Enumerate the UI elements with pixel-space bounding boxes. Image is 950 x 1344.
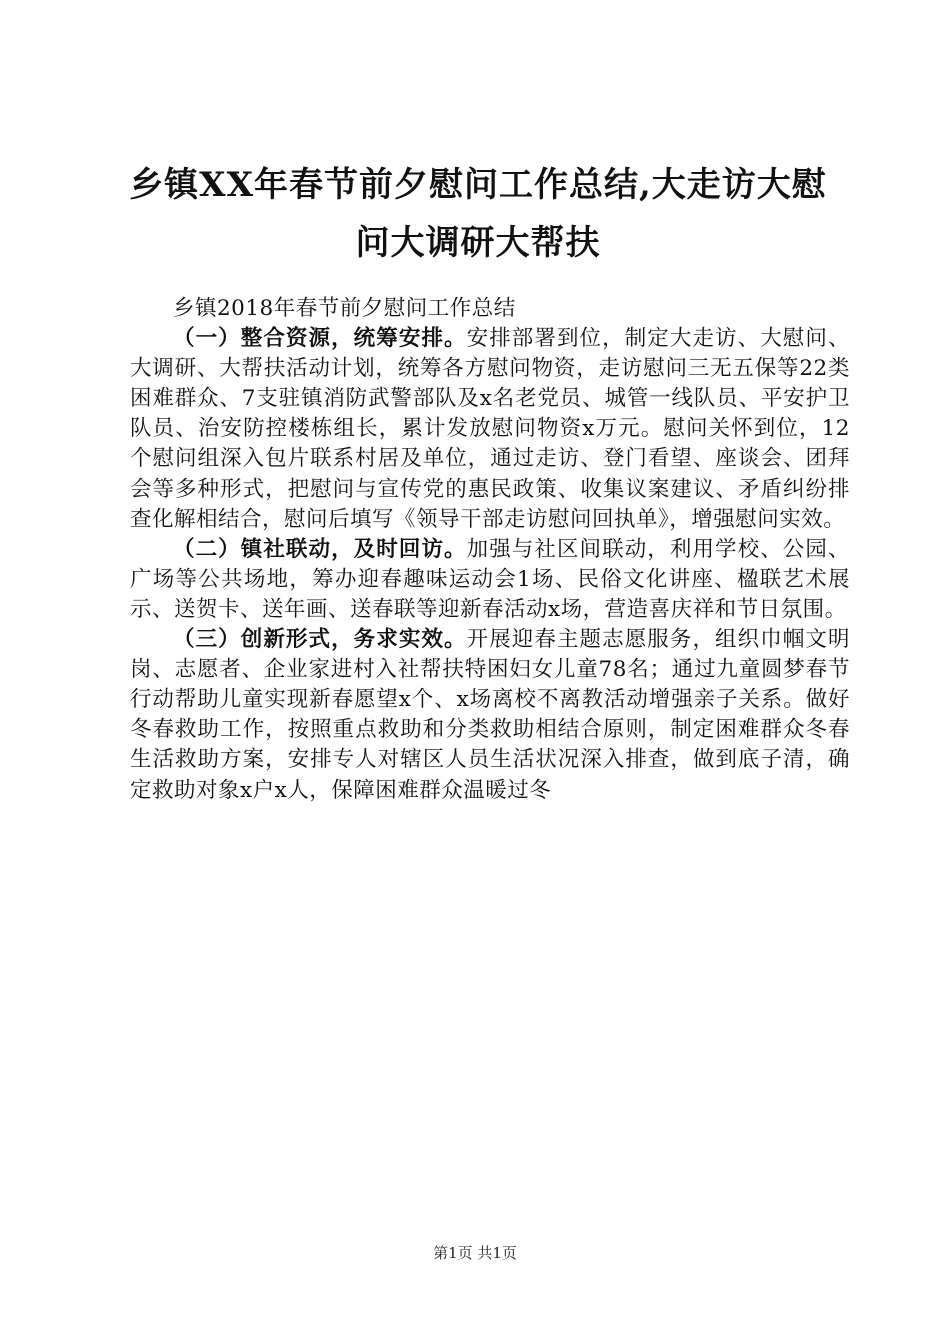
section-1-text: 安排部署到位，制定大走访、大慰问、大调研、大帮扶活动计划，统筹各方慰问物资，走访慰问三无五保等22类困难群众、7支驻镇消防武警部队及x名老党员、城管一线队员、平安护卫队员、治安防控楼栋组长，累计发放慰问物资x万元。慰问关怀到位，12个慰问组深入包片联系村居及单位，通过走访、登门看望、座谈会、团拜会等多种形式，把慰问与宣传党的惠民政策、收集议案建议、矛盾纠纷排查化解相结合，慰问后填写《领导干部走访慰问回执单》，增强慰问实效。 xyxy=(130,326,850,532)
section-2-heading: （二）镇社联动，及时回访。 xyxy=(173,536,467,562)
document-subtitle: 乡镇2018年春节前夕慰问工作总结 xyxy=(173,296,516,321)
document-body xyxy=(130,294,850,806)
section-1-heading: （一）整合资源，统筹安排。 xyxy=(173,326,467,352)
document-title: 乡镇XX年春节前夕慰问工作总结,大走访大慰问大调研大帮扶 xyxy=(129,165,827,263)
section-3 xyxy=(130,625,850,806)
section-1 xyxy=(130,324,850,535)
section-2 xyxy=(130,535,850,625)
page-number-footer: 第1页 共1页 xyxy=(433,1244,517,1262)
section-2-text: 加强与社区间联动，利用学校、公园、广场等公共场地，筹办迎春趣味运动会1场、民俗文化讲座、楹联艺术展示、送贺卡、送年画、送春联等迎新春活动x场，营造喜庆祥和节日氛围。 xyxy=(130,536,850,622)
section-3-heading: （三）创新形式，务求实效。 xyxy=(173,627,467,653)
section-3-text: 开展迎春主题志愿服务，组织巾帼文明岗、志愿者、企业家进村入社帮扶特困妇女儿童78名；通过九童圆梦春节行动帮助儿童实现新春愿望x个、x场离校不离教活动增强亲子关系。做好冬春救助工作，按照重点救助和分类救助相结合原则，制定困难群众冬春生活救助方案，安排专人对辖区人员生活状况深入排查，做到底子清，确定救助对象x户x人，保障困难群众温暖过冬 xyxy=(130,627,850,803)
